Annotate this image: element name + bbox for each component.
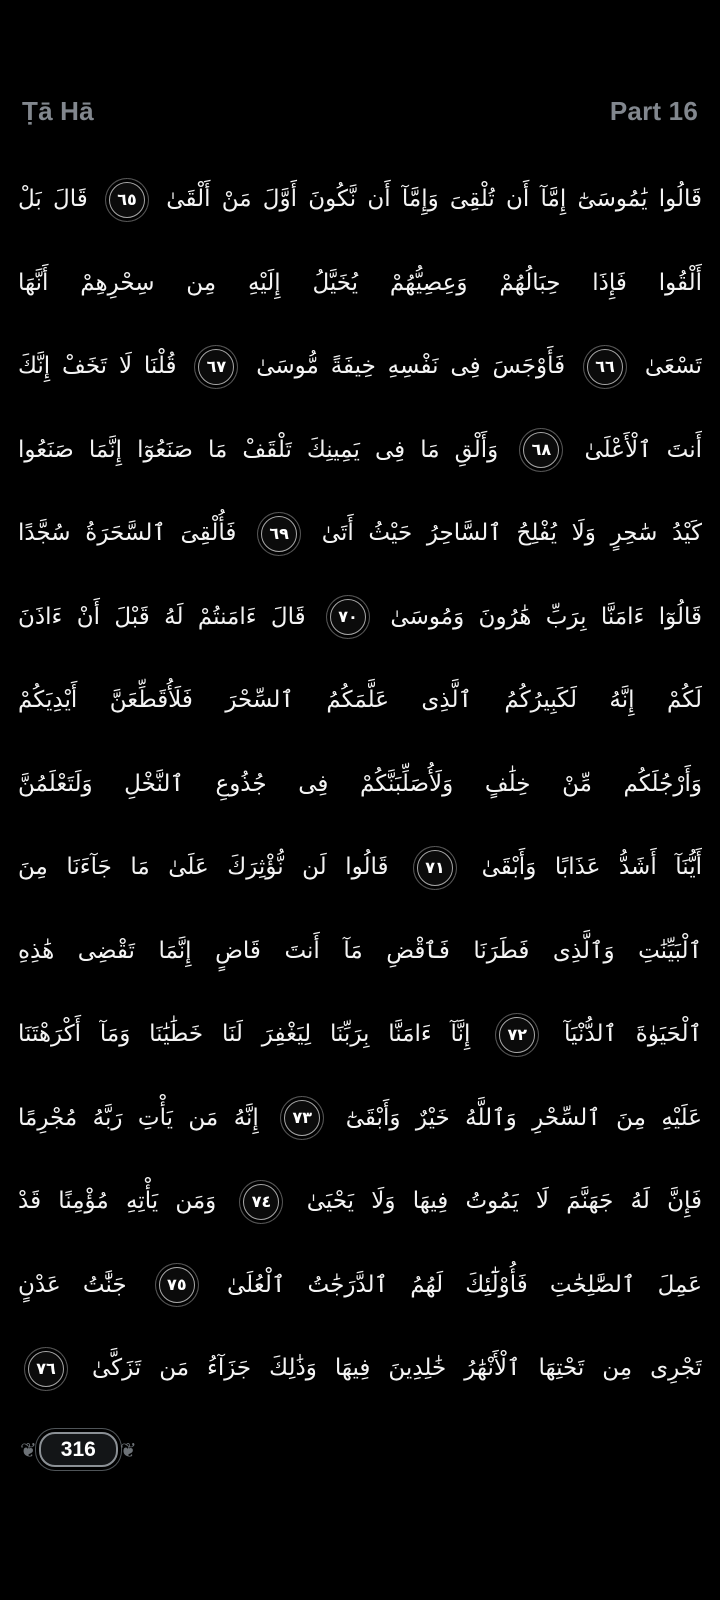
page-number-badge — [20, 1432, 137, 1467]
page-number-pill — [39, 1432, 118, 1467]
ayah-text: فَإِنَّ لَهُ جَهَنَّمَ لَا يَمُوتُ فِيهَا وَلَا يَحْيَىٰ — [306, 1188, 702, 1214]
ayah-text: قَالُوٓا ءَامَنَّا بِرَبِّ هَٰرُونَ وَمُوسَىٰ — [390, 603, 702, 630]
ayah-end-marker-icon — [198, 349, 234, 385]
ayah-text: قَالُوا يَٰمُوسَىٰٓ إِمَّآ أَن تُلْقِىَ وَإِمَّآ أَن نَّكُونَ أَوَّلَ مَنْ أَلْقَىٰ — [166, 186, 702, 212]
ayah-number: ٧١ — [425, 857, 445, 877]
ayah-text: أَلْقُوا فَإِذَا حِبَالُهُمْ وَعِصِيُّهُمْ يُخَيَّلُ إِلَيْهِ مِن سِحْرِهِمْ أَنَّهَا — [18, 269, 702, 296]
ayah-text: فَأَوْجَسَ فِى نَفْسِهِ خِيفَةً مُّوسَىٰ — [256, 353, 566, 379]
ayah-text: عَلَيْهِ مِنَ ٱلسِّحْرِ وَٱللَّهُ خَيْرٌ وَأَبْقَىٰٓ — [345, 1104, 702, 1131]
verse-lines[interactable] — [18, 158, 702, 1410]
ayah-end-marker-icon — [417, 850, 453, 886]
ayah-text: وَمَن يَأْتِهِ مُؤْمِنًا قَدْ — [18, 1188, 217, 1214]
ayah-text: إِنَّهُ مَن يَأْتِ رَبَّهُ مُجْرِمًا — [18, 1104, 259, 1131]
ayah-text: تَجْرِى مِن تَحْتِهَا ٱلْأَنْهَٰرُ خَٰلِدِينَ فِيهَا وَذَٰلِكَ جَزَآءُ مَن تَزَكَّىٰ — [92, 1355, 702, 1381]
ayah-number: ٧٠ — [338, 607, 358, 626]
ayah-text: ٱلْحَيَوٰةَ ٱلدُّنْيَآ — [564, 1021, 702, 1047]
ayah-end-marker-icon — [523, 432, 559, 468]
quran-line — [18, 1160, 702, 1243]
ayah-text: تَسْعَىٰ — [644, 353, 702, 379]
ayah-number: ٧٥ — [167, 1275, 187, 1294]
quran-line — [18, 409, 702, 492]
ayah-text: وَأَلْقِ مَا فِى يَمِينِكَ تَلْقَفْ مَا صَنَعُوٓا إِنَّمَا صَنَعُوا — [18, 436, 499, 463]
quran-line — [18, 158, 702, 241]
quran-line — [18, 576, 702, 659]
ayah-end-marker-icon — [587, 349, 623, 385]
ayah-end-marker-icon — [28, 1351, 64, 1387]
surah-name-label: Ṭā Hā — [22, 96, 94, 126]
ayah-end-marker-icon — [284, 1100, 320, 1136]
ayah-text: قَالُوا لَن نُّؤْثِرَكَ عَلَىٰ مَا جَآءَنَا مِنَ — [18, 854, 389, 880]
ayah-text: جَنَّٰتُ عَدْنٍ — [18, 1271, 127, 1298]
quran-line — [18, 325, 702, 408]
ayah-text: قُلْنَا لَا تَخَفْ إِنَّكَ — [18, 353, 177, 379]
quran-line — [18, 492, 702, 575]
ayah-text: وَأَرْجُلَكُم مِّنْ خِلَٰفٍ وَلَأُصَلِّبَنَّكُمْ فِى جُذُوعِ ٱلنَّخْلِ وَلَتَعْلَمُنَّ — [18, 770, 702, 797]
ayah-number: ٦٥ — [117, 189, 137, 209]
ayah-text: عَمِلَ ٱلصَّٰلِحَٰتِ فَأُوْلَٰٓئِكَ لَهُمُ ٱلدَّرَجَٰتُ ٱلْعُلَىٰ — [227, 1271, 702, 1298]
ayah-number: ٧٢ — [507, 1024, 527, 1044]
ayah-text: ٱلْبَيِّنَٰتِ وَٱلَّذِى فَطَرَنَا فَٱقْضِ مَآ أَنتَ قَاضٍ إِنَّمَا تَقْضِى هَٰذِهِ — [18, 937, 702, 964]
page-header — [22, 96, 698, 127]
quran-line — [18, 1077, 702, 1160]
ayah-number: ٦٦ — [595, 356, 615, 376]
badge-ornament-right-icon: ❦ — [119, 1437, 137, 1462]
ayah-end-marker-icon — [159, 1267, 195, 1303]
quran-line — [18, 242, 702, 325]
quran-line — [18, 826, 702, 909]
ayah-text: أَيُّنَآ أَشَدُّ عَذَابًا وَأَبْقَىٰ — [481, 854, 702, 880]
ayah-text: لَكُمْ إِنَّهُ لَكَبِيرُكُمُ ٱلَّذِى عَلَّمَكُمُ ٱلسِّحْرَ فَلَأُقَطِّعَنَّ أَيْدِيَكُمْ — [18, 687, 702, 713]
quran-line — [18, 659, 702, 742]
quran-line — [18, 993, 702, 1076]
ayah-text: كَيْدُ سَٰحِرٍ وَلَا يُفْلِحُ ٱلسَّاحِرُ حَيْثُ أَتَىٰ — [321, 520, 702, 546]
ayah-end-marker-icon — [243, 1184, 279, 1220]
ayah-end-marker-icon — [261, 516, 297, 552]
ayah-number: ٦٧ — [206, 356, 227, 376]
ayah-text: إِنَّآ ءَامَنَّا بِرَبِّنَا لِيَغْفِرَ لَنَا خَطَٰيَٰنَا وَمَآ أَكْرَهْتَنَا — [18, 1021, 471, 1047]
ayah-number: ٧٦ — [36, 1358, 56, 1378]
ayah-end-marker-icon — [109, 182, 145, 218]
quran-line — [18, 1327, 702, 1410]
page-number-value: 316 — [60, 1438, 96, 1461]
ayah-text: فَأُلْقِىَ ٱلسَّحَرَةُ سُجَّدًا — [18, 520, 237, 546]
quran-line — [18, 1244, 702, 1327]
juz-part-label: Part 16 — [609, 96, 698, 126]
quran-line — [18, 910, 702, 993]
ayah-text: قَالَ ءَامَنتُمْ لَهُ قَبْلَ أَنْ ءَاذَنَ — [18, 603, 306, 630]
quran-line — [18, 743, 702, 826]
ayah-number: ٦٩ — [269, 523, 289, 543]
ayah-text: قَالَ بَلْ — [18, 186, 88, 212]
ayah-text: أَنتَ ٱلْأَعْلَىٰ — [584, 436, 702, 463]
ayah-number: ٦٨ — [531, 440, 552, 459]
ayah-number: ٧٤ — [251, 1191, 272, 1211]
ayah-end-marker-icon — [330, 599, 366, 635]
ayah-number: ٧٣ — [292, 1108, 313, 1127]
badge-ornament-left-icon: ❦ — [20, 1437, 37, 1462]
ayah-end-marker-icon — [499, 1017, 535, 1053]
